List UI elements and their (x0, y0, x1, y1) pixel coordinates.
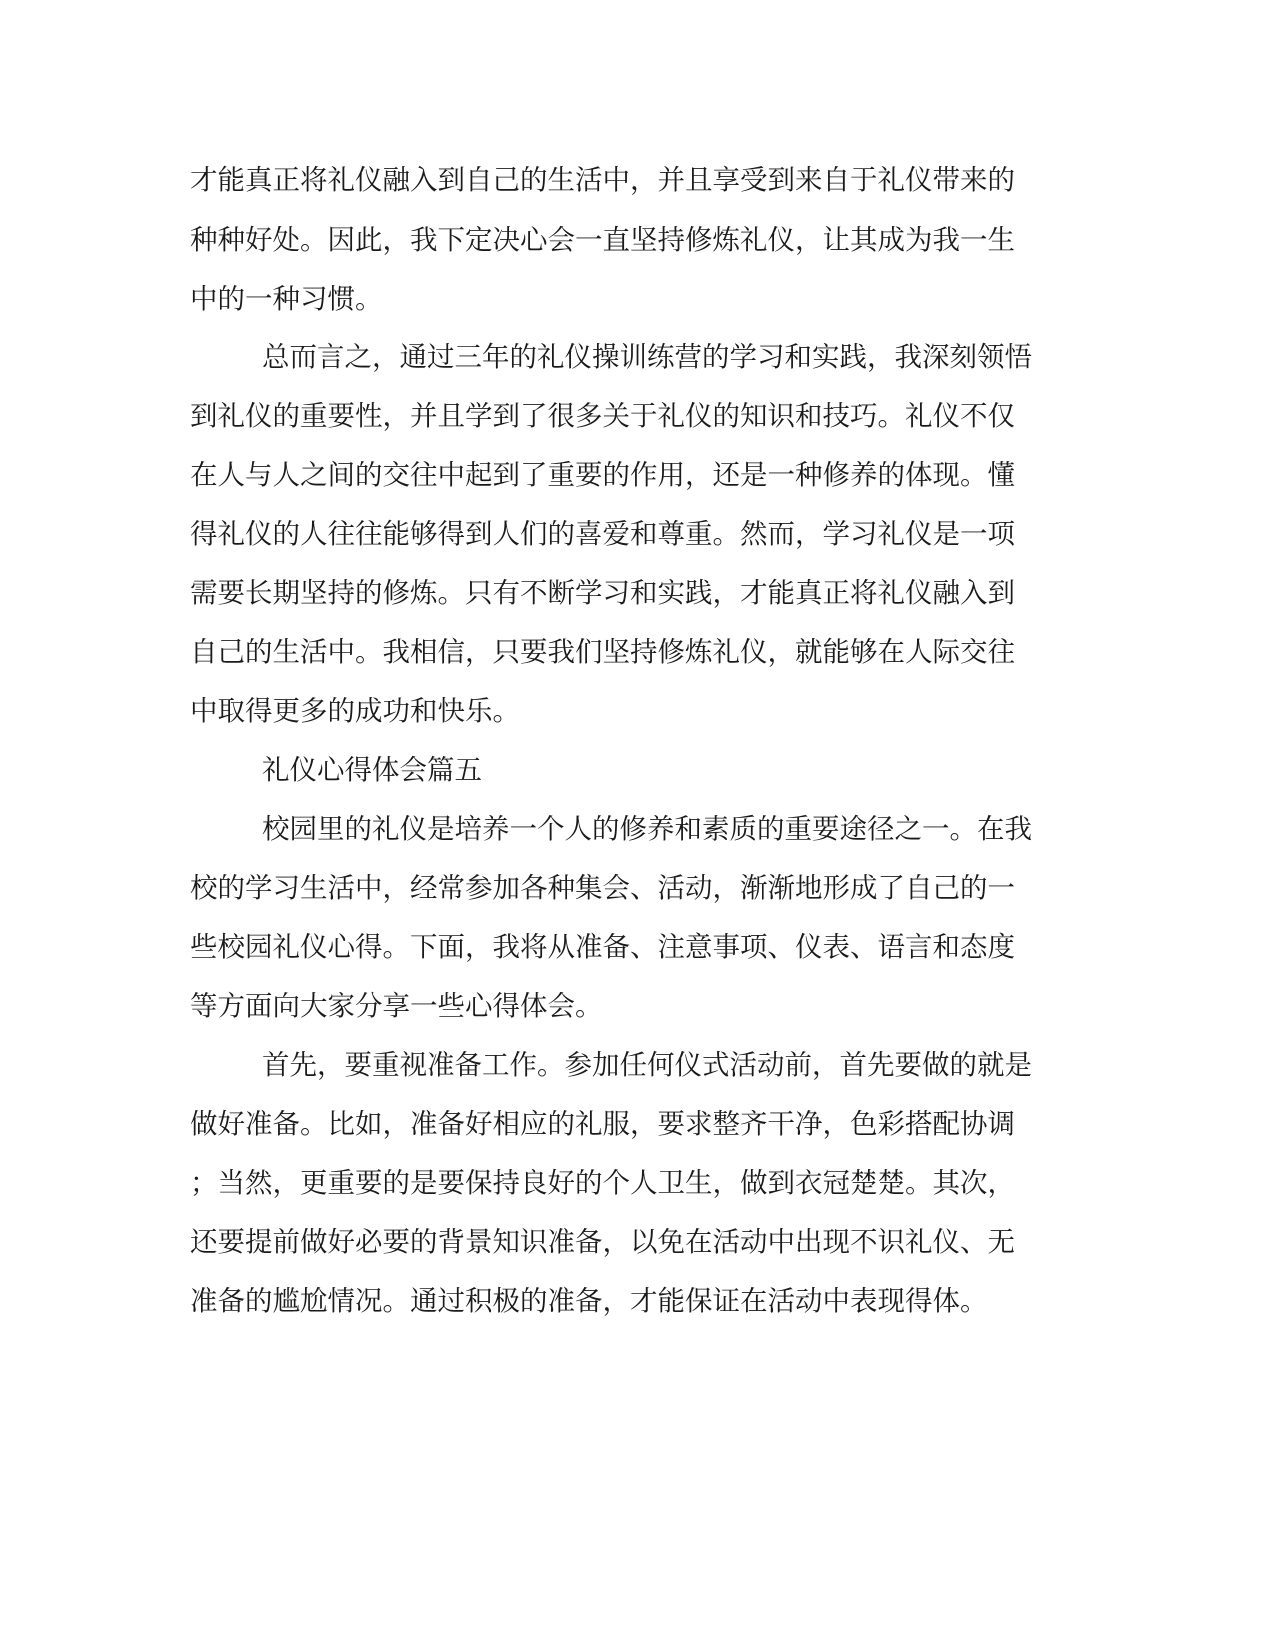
text-line: 到礼仪的重要性，并且学到了很多关于礼仪的知识和技巧。礼仪不仅 (190, 400, 1015, 432)
text-line: 在人与人之间的交往中起到了重要的作用，还是一种修养的体现。懂 (190, 459, 1015, 491)
section-heading: 礼仪心得体会篇五 (262, 754, 482, 786)
text-line: 还要提前做好必要的背景知识准备，以免在活动中出现不识礼仪、无 (190, 1226, 1015, 1258)
text-line: 准备的尴尬情况。通过积极的准备，才能保证在活动中表现得体。 (190, 1285, 988, 1317)
text-line: 得礼仪的人往往能够得到人们的喜爱和尊重。然而，学习礼仪是一项 (190, 518, 1015, 550)
text-line: 需要长期坚持的修炼。只有不断学习和实践，才能真正将礼仪融入到 (190, 577, 1015, 609)
text-line: ；当然，更重要的是要保持良好的个人卫生，做到衣冠楚楚。其次， (190, 1167, 1015, 1199)
text-line: 些校园礼仪心得。下面，我将从准备、注意事项、仪表、语言和态度 (190, 931, 1015, 963)
text-line: 等方面向大家分享一些心得体会。 (190, 990, 603, 1022)
paragraph-first-line: 首先，要重视准备工作。参加任何仪式活动前，首先要做的就是 (262, 1049, 1032, 1081)
text-line: 做好准备。比如，准备好相应的礼服，要求整齐干净，色彩搭配协调 (190, 1108, 1015, 1140)
text-line: 种种好处。因此，我下定决心会一直坚持修炼礼仪，让其成为我一生 (190, 224, 1015, 256)
paragraph-first-line: 校园里的礼仪是培养一个人的修养和素质的重要途径之一。在我 (262, 813, 1032, 845)
paragraph-first-line: 总而言之，通过三年的礼仪操训练营的学习和实践，我深刻领悟 (262, 341, 1032, 373)
text-line: 校的学习生活中，经常参加各种集会、活动，渐渐地形成了自己的一 (190, 872, 1015, 904)
text-line: 自己的生活中。我相信，只要我们坚持修炼礼仪，就能够在人际交往 (190, 636, 1015, 668)
text-line: 中的一种习惯。 (190, 283, 383, 315)
text-line: 才能真正将礼仪融入到自己的生活中，并且享受到来自于礼仪带来的 (190, 164, 1015, 196)
text-line: 中取得更多的成功和快乐。 (190, 695, 520, 727)
